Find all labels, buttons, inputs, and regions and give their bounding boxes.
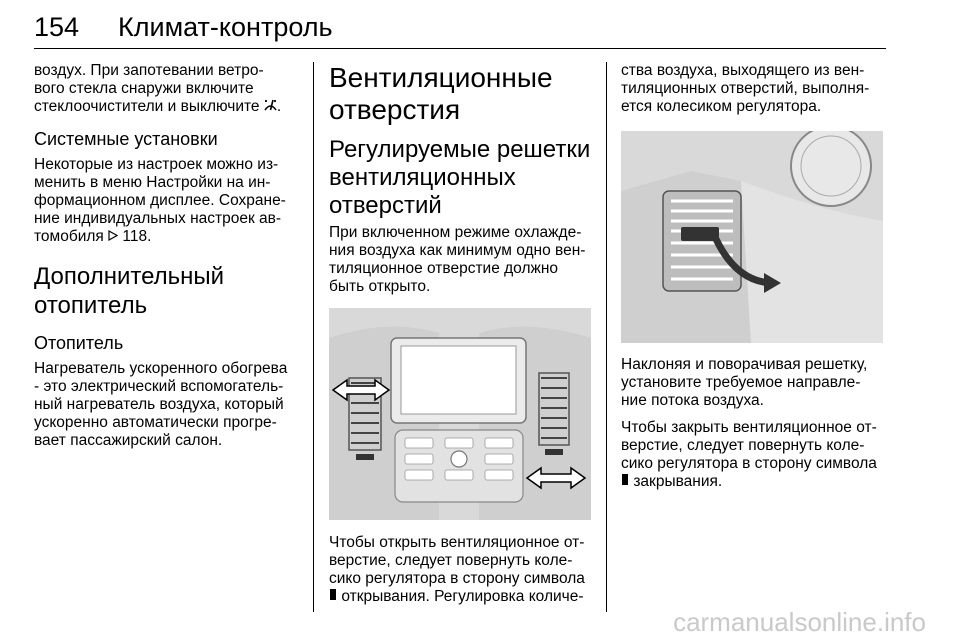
paragraph: ства воздуха, выходящего из вен- тиляционных отверстий, выполня- ется колесиком регулятора.	[621, 62, 870, 115]
subsection-heading-adjustable-vents: Регулируемые решетки вентиляционных отверстий	[329, 136, 591, 219]
watermark: carmanualsonline.info	[673, 607, 926, 637]
page-number: 154	[34, 12, 80, 42]
column-divider	[313, 62, 314, 612]
vent-open-symbol-icon	[329, 588, 337, 606]
paragraph: Некоторые из настроек можно из- менить в меню Настройки на ин- формационном дисплее. Сохране- ние индивидуальных настроек ав- томобиля 118.	[34, 156, 286, 245]
wiper-icon	[264, 98, 277, 116]
paragraph: При включенном режиме охлажде- ния воздуха как минимум одно вен- тиляционное отверстие должно быть открыто.	[329, 224, 586, 295]
vent-closed-symbol-icon	[621, 473, 629, 491]
vent-adjustment-illustration	[621, 131, 883, 343]
section-heading-aux-heater: Дополнительный отопитель	[34, 263, 225, 319]
column-left	[34, 62, 302, 450]
chapter-title: Климат-контроль	[118, 12, 333, 42]
paragraph: Чтобы закрыть вентиляционное от- верстие, следует повернуть коле- сико регулятора в сторону символа закрывания.	[621, 419, 877, 490]
dashboard-vents-illustration	[329, 308, 591, 520]
section-heading-system-settings: Системные установки	[34, 129, 218, 149]
column-middle	[329, 62, 592, 606]
column-right	[621, 62, 889, 491]
paragraph: воздух. При запотевании ветро- вого стекла снаружи включите стеклоочистители и выключите .	[34, 62, 282, 115]
paragraph: Нагреватель ускоренного обогрева - это электрический вспомогатель- ный нагреватель воздуха, который ускоренно автоматически прогре- вает пассажирский салон.	[34, 360, 288, 449]
paragraph: Наклоняя и поворачивая решетку, установите требуемое направле- ние потока воздуха.	[621, 356, 868, 409]
paragraph: Чтобы открыть вентиляционное от- верстие, следует повернуть коле- сико регулятора в сторону символа открывания. Регулировка количе-	[329, 534, 585, 605]
column-divider	[606, 62, 607, 612]
page-ref-arrow-icon	[108, 228, 118, 246]
page-header	[34, 10, 886, 49]
subsection-heading-heater: Отопитель	[34, 333, 124, 353]
section-heading-vents: Вентиляционные отверстия	[329, 62, 553, 125]
